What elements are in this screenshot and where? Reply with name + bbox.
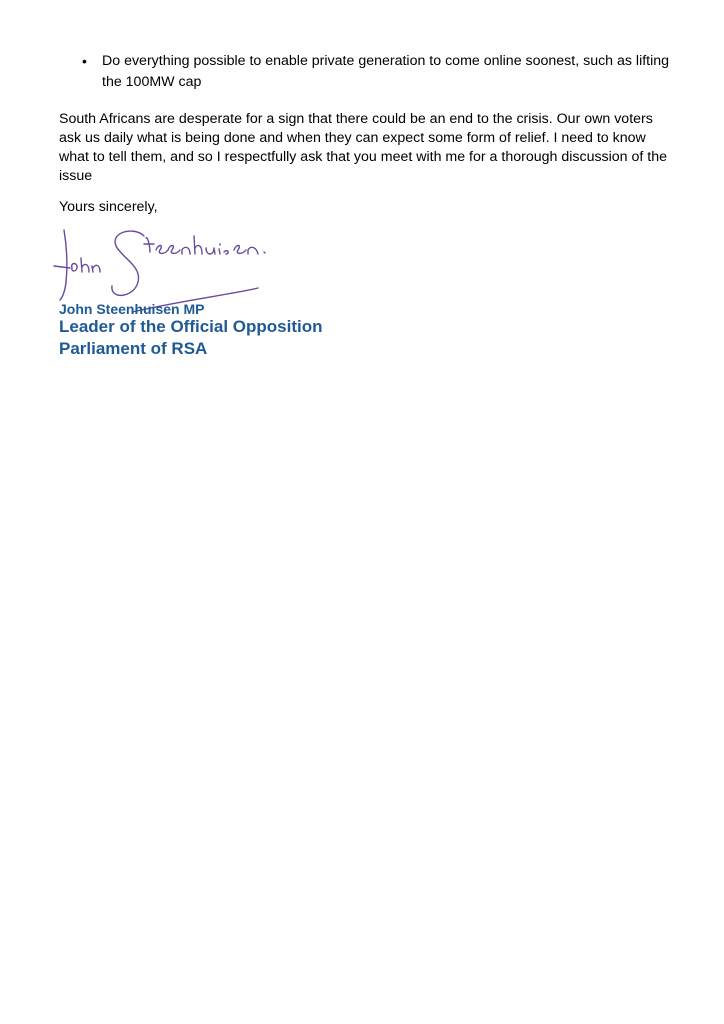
bullet-marker: • xyxy=(82,53,87,69)
bullet-list xyxy=(78,51,678,93)
signatory-organization: Parliament of RSA xyxy=(59,339,208,358)
closing-salutation: Yours sincerely, xyxy=(59,199,158,215)
body-paragraph: South Africans are desperate for a sign that there could be an end to the crisis. Our own voters ask us daily what is being done and when they can expect some form of relief. I need to know what to tell them, and so I respectfully ask that you meet with me for a thorough discussion of the issue xyxy=(59,111,668,184)
signatory-title: Leader of the Official Opposition xyxy=(59,317,323,336)
bullet-text: Do everything possible to enable private generation to come online soonest, such as lifting the 100MW cap xyxy=(102,53,670,90)
signatory-name: John Steenhuisen MP xyxy=(59,301,205,317)
bullet-item xyxy=(78,51,678,93)
